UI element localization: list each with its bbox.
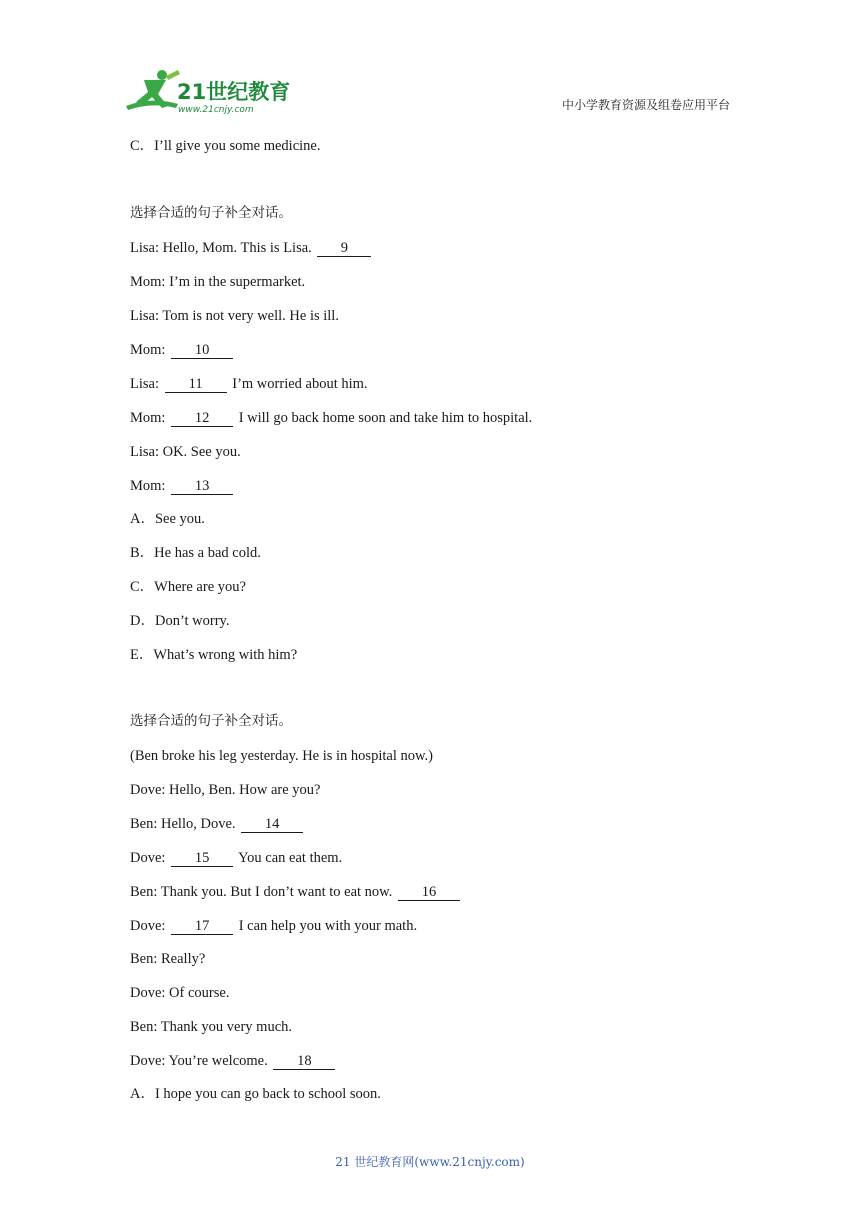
option-d: D．Don’t worry. xyxy=(130,613,230,629)
context-note: (Ben broke his leg yesterday. He is in hospital now.) xyxy=(130,748,433,764)
blank-12: 12 xyxy=(171,410,233,427)
line-text: Mom: xyxy=(130,478,166,494)
svg-text:21世纪教育: 21世纪教育 xyxy=(177,80,291,104)
line-text: Lisa: Hello, Mom. This is Lisa. xyxy=(130,240,312,256)
line-text: I can help you with your math. xyxy=(238,918,418,934)
dialogue-line: Lisa: OK. See you. xyxy=(130,444,241,460)
dialogue-line xyxy=(130,1051,337,1071)
option-a: A．I hope you can go back to school soon. xyxy=(130,1086,381,1102)
dialogue-line xyxy=(130,408,532,428)
dialogue-line xyxy=(130,814,305,834)
dialogue-line: Mom: I’m in the supermarket. xyxy=(130,274,306,290)
line-text: I’m worried about him. xyxy=(232,376,368,392)
blank-15: 15 xyxy=(171,850,233,867)
dialogue-line xyxy=(130,374,368,394)
svg-text:www.21cnjy.com: www.21cnjy.com xyxy=(178,105,254,115)
dialogue-line: Ben: Thank you very much. xyxy=(130,1019,293,1035)
dialogue-line xyxy=(130,476,235,496)
line-text: Dove: xyxy=(130,918,166,934)
blank-9: 9 xyxy=(317,240,371,257)
dialogue-line xyxy=(130,916,417,936)
line-text: I will go back home soon and take him to hospital. xyxy=(238,410,533,426)
header-tagline: 中小学教育资源及组卷应用平台 xyxy=(561,98,730,112)
line-text: Ben: Hello, Dove. xyxy=(130,816,236,832)
blank-13: 13 xyxy=(171,478,233,495)
line-text: Dove: xyxy=(130,850,166,866)
dialogue-line xyxy=(130,238,373,258)
line-text: Ben: Thank you. But I don’t want to eat now. xyxy=(130,884,393,900)
dialogue-line xyxy=(130,340,235,360)
page-footer: 21 世纪教育网(www.21cnjy.com) xyxy=(335,1155,525,1169)
blank-16: 16 xyxy=(398,884,460,901)
dialogue-line xyxy=(130,848,342,868)
dialogue-line: Lisa: Tom is not very well. He is ill. xyxy=(130,308,339,324)
section2-instruction: 选择合适的句子补全对话。 xyxy=(130,713,292,729)
dialogue-line: Ben: Really? xyxy=(130,951,206,967)
line-text: Mom: xyxy=(130,410,166,426)
line-text: Mom: xyxy=(130,342,166,358)
option-b: B．He has a bad cold. xyxy=(130,545,261,561)
dialogue-line: Dove: Hello, Ben. How are you? xyxy=(130,782,321,798)
option-a: A．See you. xyxy=(130,511,205,527)
page-header xyxy=(0,0,860,120)
line-text: Dove: You’re welcome. xyxy=(130,1053,268,1069)
blank-11: 11 xyxy=(165,376,227,393)
blank-14: 14 xyxy=(241,816,303,833)
blank-17: 17 xyxy=(171,918,233,935)
prev-option-c: C．I’ll give you some medicine. xyxy=(130,138,321,154)
brand-logo xyxy=(122,66,292,118)
dialogue-line: Dove: Of course. xyxy=(130,985,230,1001)
dialogue-line xyxy=(130,882,462,902)
blank-18: 18 xyxy=(273,1053,335,1070)
section1-instruction: 选择合适的句子补全对话。 xyxy=(130,205,292,221)
option-c: C．Where are you? xyxy=(130,579,246,595)
line-text: You can eat them. xyxy=(238,850,343,866)
option-e: E．What’s wrong with him? xyxy=(130,647,298,663)
blank-10: 10 xyxy=(171,342,233,359)
line-text: Lisa: xyxy=(130,376,159,392)
